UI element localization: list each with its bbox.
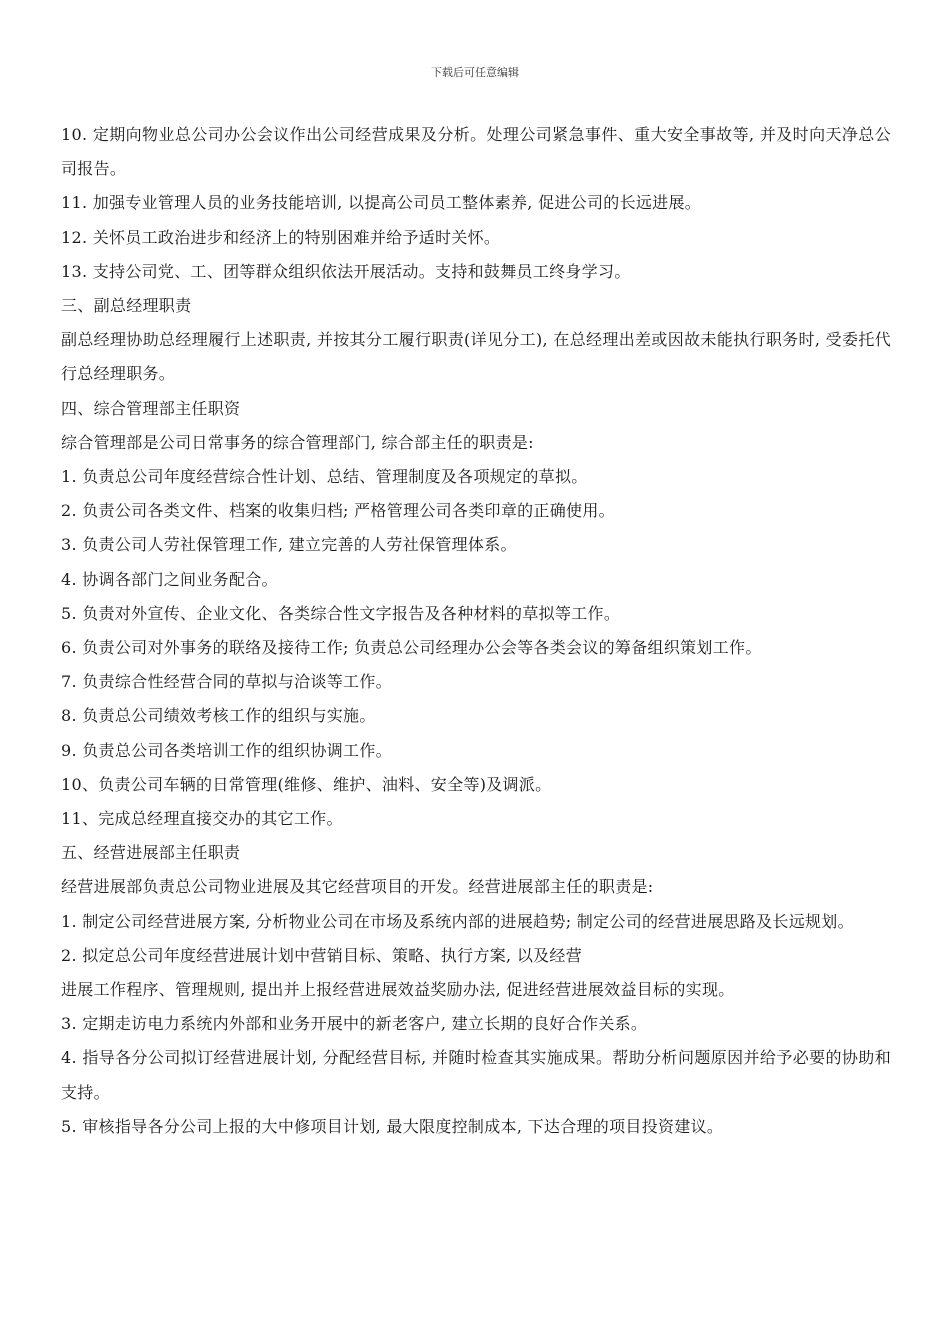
paragraph-admin-intro: 综合管理部是公司日常事务的综合管理部门, 综合部主任的职责是: (61, 432, 534, 452)
list-item-admin-6: 6. 负责公司对外事务的联络及接待工作; 负责总公司经理办公会等各类会议的筹备组织策划工作。 (61, 638, 762, 658)
list-item-admin-9: 9. 负责总公司各类培训工作的组织协调工作。 (61, 740, 392, 760)
section-heading-admin-dept: 四、综合管理部主任职资 (61, 398, 241, 418)
list-item-business-4: 4. 指导各分公司拟订经营进展计划, 分配经营目标, 并随时检查其实施成果。帮助分析问题原因并给予必要的协助和支持。 (61, 1048, 891, 1102)
list-item-admin-1: 1. 负责总公司年度经营综合性计划、总结、管理制度及各项规定的草拟。 (61, 467, 588, 487)
paragraph-item-10: 10. 定期向物业总公司办公会议作出公司经营成果及分析。处理公司紧急事件、重大安全事故等, 并及时向天净总公司报告。 (61, 125, 891, 179)
document-body (61, 118, 891, 1144)
list-item-business-3: 3. 定期走访电力系统内外部和业务开展中的新老客户, 建立长期的良好合作关系。 (61, 1014, 648, 1034)
paragraph-business-intro: 经营进展部负责总公司物业进展及其它经营项目的开发。经营进展部主任的职责是: (61, 877, 654, 897)
list-item-business-2a: 2. 拟定总公司年度经营进展计划中营销目标、策略、执行方案, 以及经营 (61, 945, 583, 965)
list-item-business-2b: 进展工作程序、管理规则, 提出并上报经营进展效益奖励办法, 促进经营进展效益目标的实现。 (61, 980, 735, 1000)
list-item-admin-5: 5. 负责对外宣传、企业文化、各类综合性文字报告及各种材料的草拟等工作。 (61, 603, 621, 623)
list-item-business-5: 5. 审核指导各分公司上报的大中修项目计划, 最大限度控制成本, 下达合理的项目投资建议。 (61, 1116, 724, 1136)
list-item-business-1: 1. 制定公司经营进展方案, 分析物业公司在市场及系统内部的进展趋势; 制定公司的经营进展思路及长远规划。 (61, 911, 854, 931)
paragraph-item-12: 12. 关怀员工政治进步和经济上的特别困难并给予适时关怀。 (61, 227, 501, 247)
paragraph-item-13: 13. 支持公司党、工、团等群众组织依法开展活动。支持和鼓舞员工终身学习。 (61, 261, 631, 281)
list-item-admin-7: 7. 负责综合性经营合同的草拟与洽谈等工作。 (61, 672, 392, 692)
paragraph-item-11: 11. 加强专业管理人员的业务技能培训, 以提高公司员工整体素养, 促进公司的长远进展。 (61, 193, 702, 213)
list-item-admin-2: 2. 负责公司各类文件、档案的收集归档; 严格管理公司各类印章的正确使用。 (61, 501, 615, 521)
list-item-admin-8: 8. 负责总公司绩效考核工作的组织与实施。 (61, 706, 376, 726)
list-item-admin-4: 4. 协调各部门之间业务配合。 (61, 569, 278, 589)
paragraph-deputy-gm: 副总经理协助总经理履行上述职责, 并按其分工履行职责(详见分工), 在总经理出差或因故未能执行职务时, 受委托代行总经理职务。 (61, 330, 891, 384)
list-item-admin-3: 3. 负责公司人劳社保管理工作, 建立完善的人劳社保管理体系。 (61, 535, 517, 555)
list-item-admin-10: 10、负责公司车辆的日常管理(维修、维护、油料、安全等)及调派。 (61, 774, 552, 794)
section-heading-business-dept: 五、经营进展部主任职责 (61, 843, 241, 863)
section-heading-deputy-gm: 三、副总经理职责 (61, 296, 192, 316)
list-item-admin-11: 11、完成总经理直接交办的其它工作。 (61, 809, 343, 829)
page-header-note: 下载后可任意编辑 (431, 66, 519, 79)
